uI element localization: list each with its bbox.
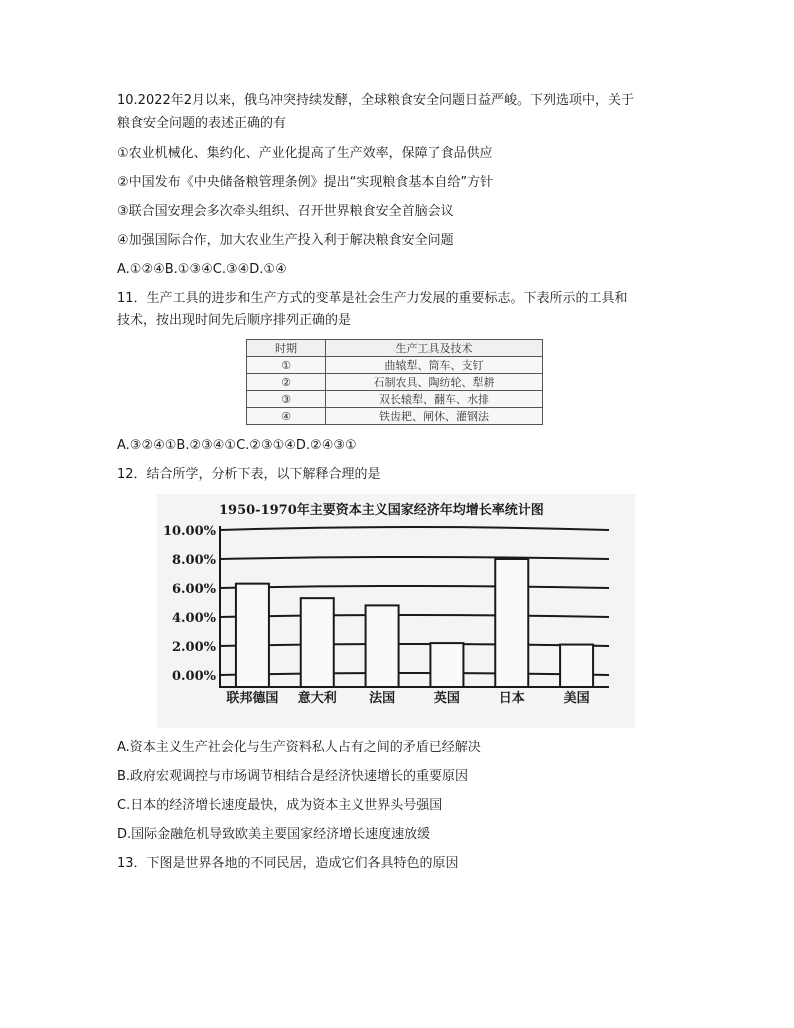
- chart-bars: [236, 559, 593, 687]
- table-cell-period: ④: [247, 408, 326, 425]
- chart-y-tick-label: 8.00%: [171, 553, 216, 568]
- chart-y-tick-label: 4.00%: [171, 611, 216, 626]
- chart-x-label: 意大利: [297, 691, 337, 706]
- chart-y-tick-label: 0.00%: [171, 669, 216, 684]
- q11-stem-line1: 11．生产工具的进步和生产方式的变革是社会生产力发展的重要标志。下表所示的工具和: [117, 291, 628, 306]
- q12-stem: 12．结合所学，分析下表，以下解释合理的是: [117, 467, 381, 482]
- chart-gridline: [220, 527, 609, 530]
- table-cell-tools: 双长辕犁、翻车、水排: [326, 391, 543, 408]
- q10-stem-line2: 粮食安全问题的表述正确的有: [117, 116, 287, 131]
- chart-title: 1950-1970年主要资本主义国家经济年均增长率统计图: [219, 503, 544, 518]
- chart-bar: [495, 559, 528, 687]
- q10-statement-3: ③联合国安理会多次牵头组织、召开世界粮食安全首脑会议: [117, 204, 454, 219]
- chart-gridline: [220, 557, 609, 559]
- table-row: [247, 374, 543, 391]
- chart-x-label: 联邦德国: [226, 691, 279, 706]
- q12-option-c: C.日本的经济增长速度最快，成为资本主义世界头号强国: [117, 798, 443, 813]
- table-cell-period: ①: [247, 357, 326, 374]
- chart-bar: [560, 645, 593, 687]
- chart-bar: [430, 643, 463, 687]
- chart-x-label: 美国: [563, 691, 590, 706]
- q12-option-a: A.资本主义生产社会化与生产资料私人占有之间的矛盾已经解决: [117, 740, 481, 755]
- chart-bar: [236, 584, 269, 687]
- growth-rate-chart-svg: [157, 494, 635, 728]
- table-cell-tools: 曲辕犁、筒车、支钉: [326, 357, 543, 374]
- q12-option-d: D.国际金融危机导致欧美主要国家经济增长速度速放缓: [117, 827, 431, 842]
- table-cell-period: ②: [247, 374, 326, 391]
- chart-y-tick-label: 10.00%: [162, 524, 216, 539]
- q10-stem-line1: 10.2022年2月以来，俄乌冲突持续发酵，全球粮食安全问题日益严峻。下列选项中，关于: [117, 93, 635, 108]
- chart-x-label: 英国: [433, 691, 460, 706]
- q10-statement-2: ②中国发布《中央储备粮管理条例》提出“实现粮食基本自给”方针: [117, 175, 494, 190]
- chart-axis: [220, 526, 609, 687]
- q10-options: A.①②④B.①③④C.③④D.①④: [117, 262, 287, 277]
- q10-statement-4: ④加强国际合作，加大农业生产投入利于解决粮食安全问题: [117, 233, 454, 248]
- chart-x-label: 日本: [498, 691, 525, 706]
- chart-y-tick-label: 2.00%: [171, 640, 216, 655]
- tools-table: [246, 339, 543, 425]
- q13-stem: 13．下图是世界各地的不同民居，造成它们各具特色的原因: [117, 856, 459, 871]
- q10-statement-1: ①农业机械化、集约化、产业化提高了生产效率，保障了食品供应: [117, 146, 493, 161]
- chart-y-tick-labels: [163, 524, 217, 684]
- chart-gridline: [220, 586, 609, 588]
- table-row: [247, 391, 543, 408]
- table-header-tools: 生产工具及技术: [326, 340, 543, 357]
- table-row: [247, 357, 543, 374]
- table-cell-period: ③: [247, 391, 326, 408]
- chart-x-labels: [226, 690, 589, 706]
- table-header-row: [247, 340, 543, 357]
- chart-gridline: [220, 673, 609, 675]
- chart-bar: [301, 598, 334, 687]
- table-cell-tools: 石制农具、陶纺轮、犁耕: [326, 374, 543, 391]
- q11-options: A.③②④①B.②③④①C.②③①④D.②④③①: [117, 438, 357, 453]
- chart-y-tick-label: 6.00%: [171, 582, 216, 597]
- chart-gridlines: [220, 526, 609, 687]
- growth-rate-chart: [157, 494, 635, 728]
- chart-gridline: [220, 644, 609, 646]
- table-header-period: 时期: [247, 340, 326, 357]
- chart-x-label: 法国: [369, 691, 396, 706]
- table-cell-tools: 铁齿耙、闸休、灌钢法: [326, 408, 543, 425]
- chart-gridline: [220, 615, 609, 617]
- table-row: [247, 408, 543, 425]
- q11-stem-line2: 技术，按出现时间先后顺序排列正确的是: [117, 313, 352, 328]
- chart-bar: [366, 605, 399, 687]
- q12-option-b: B.政府宏观调控与市场调节相结合是经济快速增长的重要原因: [117, 769, 469, 784]
